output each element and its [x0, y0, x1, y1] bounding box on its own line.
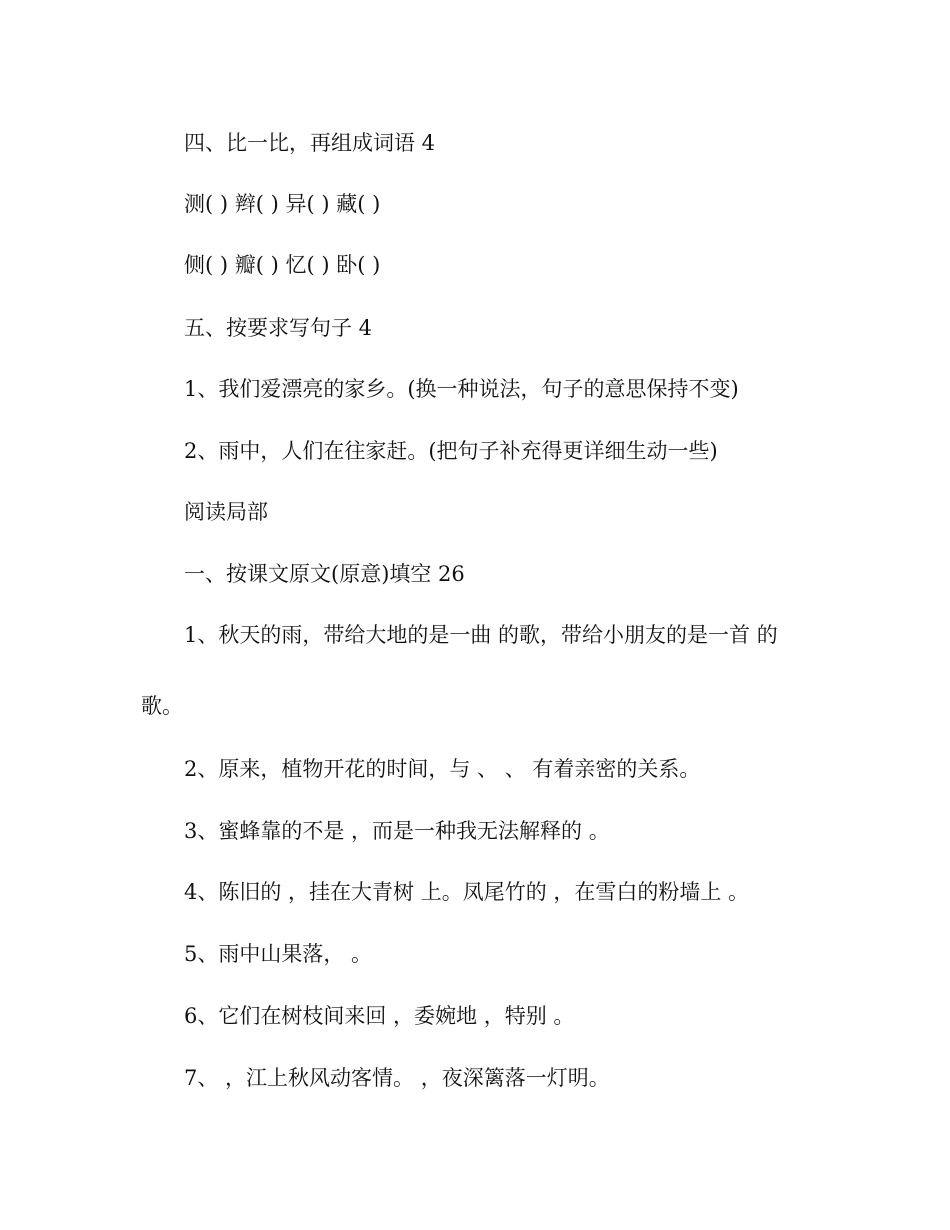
reading-heading: 阅读局部: [184, 500, 268, 524]
section5-question-2: 2、雨中，人们在往家赶。(把句子补充得更详细生动一些): [184, 439, 718, 463]
reading-item-1: 1、秋天的雨，带给大地的是一曲 的歌，带给小朋友的是一首 的: [184, 623, 778, 647]
reading-item-3: 3、蜜蜂靠的不是 ，而是一种我无法解释的 。: [184, 819, 610, 843]
reading-item-1-continued: 歌。: [141, 694, 183, 718]
reading-item-5: 5、雨中山果落， 。: [184, 942, 373, 966]
section4-row1: 测( ) 辫( ) 异( ) 藏( ): [184, 192, 381, 216]
section4-row2: 侧( ) 瓣( ) 忆( ) 卧( ): [184, 253, 381, 277]
reading-item-7: 7、 ，江上秋风动客情。 ，夜深篱落一灯明。: [184, 1066, 610, 1090]
section4-title: 四、比一比，再组成词语 4: [184, 131, 436, 155]
section5-title: 五、按要求写句子 4: [184, 316, 373, 340]
reading-item-2: 2、原来，植物开花的时间，与 、 、 有着亲密的关系。: [184, 757, 701, 781]
section5-question-1: 1、我们爱漂亮的家乡。(换一种说法，句子的意思保持不变): [184, 377, 739, 401]
reading-item-4: 4、陈旧的 ，挂在大青树 上。凤尾竹的 ，在雪白的粉墙上 。: [184, 880, 750, 904]
reading-item-6: 6、它们在树枝间来回 ，委婉地 ，特别 。: [184, 1004, 575, 1028]
reading-part1-title: 一、按课文原文(原意)填空 26: [184, 562, 465, 586]
